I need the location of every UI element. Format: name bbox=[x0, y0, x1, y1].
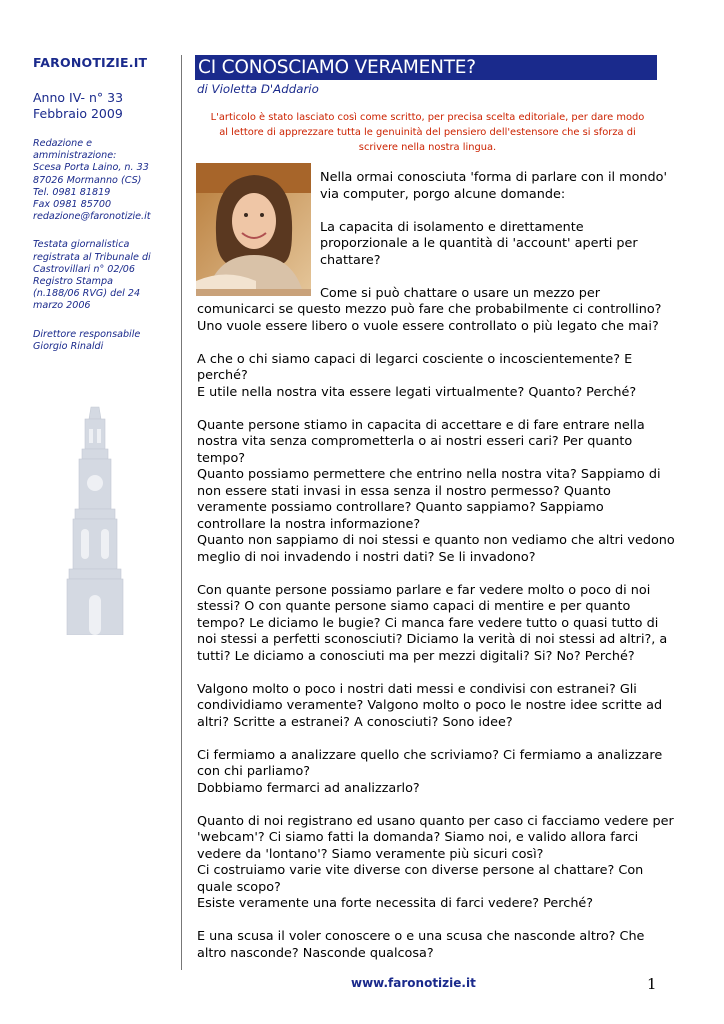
editor-note-line: L'articolo è stato lasciato così come scritto, per precisa scelta editoriale, per dare modo bbox=[210, 112, 645, 123]
paragraph-line: E utile nella nostra vita essere legati virtualmente? Quanto? Perché? bbox=[197, 384, 637, 400]
paragraph-line: E una scusa il voler conoscere o e una scusa che nasconde altro? Che bbox=[197, 929, 645, 944]
paragraph-line: Come si può chattare o usare un mezzo per bbox=[320, 285, 601, 301]
paragraph-line: comunicarci se questo mezzo può fare che probabilmente ci controllino? bbox=[197, 302, 662, 317]
paragraph-line: controllare la nostra informazione? bbox=[197, 516, 421, 532]
testata-line: Registro Stampa bbox=[33, 276, 113, 288]
paragraph-line: Quanto non sappiamo di noi stessi e quanto non vediamo che altri vedono bbox=[197, 533, 675, 548]
paragraph-line: Quanto di noi registrano ed usano quanto per caso ci facciamo vedere per bbox=[197, 813, 674, 829]
paragraph-line: Quanto possiamo permettere che entrino nella nostra vita? Sappiamo di bbox=[197, 467, 661, 482]
paragraph-line: via computer, porgo alcune domande: bbox=[320, 186, 566, 202]
paragraph-line: tempo? Le diciamo le bugie? Ci manca fare vedere tutto o quasi tutto di bbox=[197, 615, 659, 631]
paragraph-line: tempo? bbox=[197, 450, 246, 466]
testata-line: registrata al Tribunale di bbox=[33, 251, 151, 263]
paragraph-line bbox=[197, 335, 662, 352]
paragraph-line: nostra vita senza comprometterla o ai nostri esseri cari? Per quanto bbox=[197, 434, 633, 449]
paragraph-line: stessi? O con quante persone siamo capaci di mentire e per quanto bbox=[197, 599, 631, 614]
paragraph-line: chattare? bbox=[320, 252, 381, 268]
paragraph-line bbox=[197, 401, 662, 418]
article-title: CI CONOSCIAMO VERAMENTE? bbox=[198, 57, 476, 78]
paragraph-line: vedere da 'lontano'? Siamo veramente più sicuri così? bbox=[197, 846, 544, 862]
paragraph-line bbox=[197, 797, 662, 814]
paragraph-line: tutti? Le diciamo a conosciuti ma per mezzi digitali? Si? No? Perché? bbox=[197, 648, 635, 664]
paragraph-line: Ci costruiamo varie vite diverse con diverse persone al chattare? Con bbox=[197, 863, 644, 878]
page-number: 1 bbox=[647, 975, 657, 993]
issue-info bbox=[33, 90, 168, 122]
redazione-line: Tel. 0981 81819 bbox=[33, 186, 111, 198]
editor-note-line: scrivere nella nostra lingua. bbox=[358, 142, 497, 153]
paragraph-line: Ci fermiamo a analizzare quello che scriviamo? Ci fermiamo a analizzare bbox=[197, 747, 663, 763]
editor-note bbox=[197, 110, 658, 155]
redazione-line: amministrazione: bbox=[33, 150, 117, 162]
direttore-line: Direttore responsabile bbox=[33, 328, 141, 340]
editor-note-line: al lettore di apprezzare tutta le genuinità del pensiero dell'estensore che si sforza di bbox=[219, 127, 636, 138]
paragraph-line: La capacita di isolamento e direttamente bbox=[320, 219, 584, 235]
paragraph-line: altri? Scritte a estranei? A conosciuti? Sono idee? bbox=[197, 714, 513, 730]
redazione-line: redazione@faronotizie.it bbox=[33, 211, 151, 223]
redazione-info bbox=[33, 138, 168, 223]
testata-line: (n.188/06 RVG) del 24 bbox=[33, 288, 141, 300]
testata-line: Testata giornalistica bbox=[33, 239, 130, 251]
testata-line: Castrovillari n° 02/06 bbox=[33, 263, 135, 275]
testata-info bbox=[33, 239, 168, 312]
paragraph-line: noi stessi a perfetti sconosciuti? Diciamo la verità di noi stessi ad altri?, a bbox=[197, 632, 668, 647]
brand-name: FARONOTIZIE.IT bbox=[33, 55, 148, 70]
paragraph-line: Dobbiamo fermarci ad analizzarlo? bbox=[197, 780, 420, 796]
paragraph-line: veramente possiamo controllare? Quanto sappiamo? Sappiamo bbox=[197, 500, 604, 515]
masthead-sidebar bbox=[33, 55, 168, 353]
paragraph-line: perché? bbox=[197, 368, 248, 383]
redazione-line: 87026 Mormanno (CS) bbox=[33, 174, 142, 186]
paragraph-line: Valgono molto o poco i nostri dati messi e condivisi con estranei? Gli bbox=[197, 681, 637, 697]
paragraph-line: Nella ormai conosciuta 'forma di parlare con il mondo' bbox=[320, 170, 668, 185]
testata-line: marzo 2006 bbox=[33, 300, 91, 312]
paragraph-line bbox=[197, 269, 662, 286]
paragraph-line: Esiste veramente una forte necessita di farci vedere? Perché? bbox=[197, 896, 594, 911]
paragraph-line bbox=[197, 203, 662, 220]
paragraph-line: quale scopo? bbox=[197, 879, 281, 895]
redazione-line: Scesa Porta Laino, n. 33 bbox=[33, 162, 149, 174]
paragraph-line: Uno vuole essere libero o vuole essere controllato o più legato che mai? bbox=[197, 318, 659, 334]
issue-number: Anno IV- n° 33 bbox=[33, 90, 124, 105]
footer-website-link[interactable]: www.faronotizie.it bbox=[351, 976, 476, 990]
paragraph-line bbox=[197, 913, 662, 930]
paragraph-line bbox=[197, 731, 662, 748]
paragraph-line: meglio di noi invadendo i nostri dati? Se li invadono? bbox=[197, 549, 536, 565]
direttore-info bbox=[33, 329, 168, 353]
paragraph-line: 'webcam'? Ci siamo fatti la domanda? Siamo noi, e valido allora farci bbox=[197, 830, 639, 845]
paragraph-line: Con quante persone possiamo parlare e far vedere molto o poco di noi bbox=[197, 582, 651, 598]
paragraph-line: con chi parliamo? bbox=[197, 764, 311, 779]
article-byline: di Violetta D'Addario bbox=[197, 82, 319, 96]
article-body bbox=[197, 170, 675, 962]
redazione-line: Redazione e bbox=[33, 138, 93, 149]
paragraph-line: non essere stati invasi in essa senza il nostro permesso? Quanto bbox=[197, 483, 611, 499]
bell-tower-watermark-icon bbox=[55, 405, 135, 635]
issue-date: Febbraio 2009 bbox=[33, 106, 123, 121]
paragraph-line bbox=[197, 566, 662, 583]
direttore-line: Giorgio Rinaldi bbox=[33, 340, 104, 352]
column-divider bbox=[181, 55, 182, 970]
paragraph-line: A che o chi siamo capaci di legarci cosciente o incoscientemente? E bbox=[197, 351, 633, 367]
redazione-line: Fax 0981 85700 bbox=[33, 199, 112, 211]
paragraph-line: condividiamo veramente? Valgono molto o poco le nostre idee scritte ad bbox=[197, 698, 663, 713]
paragraph-line: proporzionale a le quantità di 'account' aperti per bbox=[320, 236, 638, 251]
paragraph-line: altro nasconde? Nasconde qualcosa? bbox=[197, 945, 434, 961]
paragraph-line bbox=[197, 665, 662, 682]
paragraph-line: Quante persone stiamo in capacita di accettare e di fare entrare nella bbox=[197, 417, 645, 433]
